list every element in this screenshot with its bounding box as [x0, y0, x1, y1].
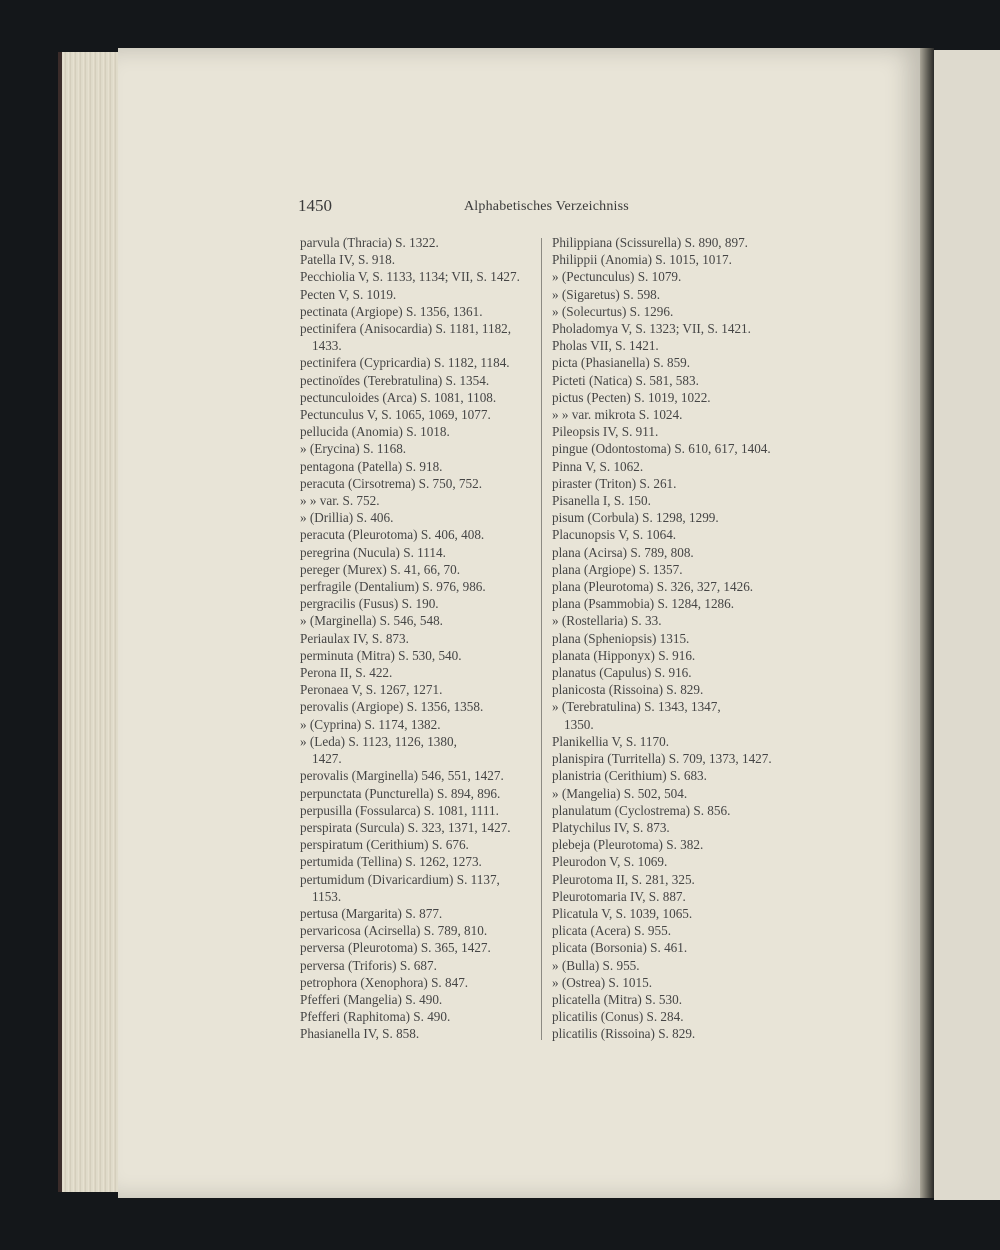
index-entry: parvula (Thracia) S. 1322.: [300, 235, 439, 250]
index-entry: » (Marginella) S. 546, 548.: [300, 613, 443, 629]
index-entry: plicatella (Mitra) S. 530.: [552, 991, 683, 1007]
index-entry: » (Cyprina) S. 1174, 1382.: [300, 716, 441, 732]
index-entry: perpunctata (Puncturella) S. 894, 896.: [300, 785, 501, 801]
index-entry: Picteti (Natica) S. 581, 583.: [552, 372, 699, 388]
index-entry: perfragile (Dentalium) S. 976, 986.: [300, 579, 486, 595]
index-entry: planicosta (Rissoina) S. 829.: [552, 682, 704, 698]
index-entry: peracuta (Cirsotrema) S. 750, 752.: [300, 475, 483, 491]
index-entry: Philippii (Anomia) S. 1015, 1017.: [552, 252, 732, 268]
index-entry: peregrina (Nucula) S. 1114.: [300, 544, 446, 560]
index-entry: pingue (Odontostoma) S. 610, 617, 1404.: [552, 441, 771, 457]
index-entry: pereger (Murex) S. 41, 66, 70.: [300, 561, 461, 577]
index-entry: petrophora (Xenophora) S. 847.: [300, 974, 469, 990]
index-entry: planistria (Cerithium) S. 683.: [552, 768, 707, 784]
index-entry: pectinifera (Anisocardia) S. 1181, 1182,: [300, 321, 512, 337]
index-entry: perspirata (Surcula) S. 323, 1371, 1427.: [300, 819, 511, 835]
index-entry: perovalis (Argiope) S. 1356, 1358.: [300, 699, 484, 715]
index-entry: 1350.: [564, 716, 594, 732]
index-entry: » (Pectunculus) S. 1079.: [552, 269, 682, 285]
index-entry: Planikellia V, S. 1170.: [552, 733, 669, 749]
index-entry: plana (Spheniopsis) 1315.: [552, 630, 690, 646]
index-entry: pectinata (Argiope) S. 1356, 1361.: [300, 303, 483, 319]
index-entry: perversa (Pleurotoma) S. 365, 1427.: [300, 940, 491, 956]
index-entry: Pleurotoma II, S. 281, 325.: [552, 871, 695, 887]
index-entry: pectinifera (Cypricardia) S. 1182, 1184.: [300, 355, 510, 371]
index-entry: » » var. S. 752.: [300, 493, 380, 509]
index-entry: plana (Psammobia) S. 1284, 1286.: [552, 596, 735, 612]
index-entry: 1427.: [312, 751, 342, 767]
index-entry: » (Terebratulina) S. 1343, 1347,: [552, 699, 721, 715]
index-entry: pellucida (Anomia) S. 1018.: [300, 424, 450, 440]
index-entry: plicatilis (Conus) S. 284.: [552, 1009, 684, 1025]
index-entry: » (Bulla) S. 955.: [552, 957, 640, 973]
column-divider: [541, 238, 542, 1040]
index-entry: piraster (Triton) S. 261.: [552, 475, 677, 491]
index-entry: planatus (Capulus) S. 916.: [552, 665, 692, 681]
book-gutter: [920, 48, 934, 1198]
index-column-right: [552, 234, 802, 1043]
index-entry: » » var. mikrota S. 1024.: [552, 407, 683, 423]
index-entry: Patella IV, S. 918.: [300, 252, 395, 268]
facing-page-edge: [934, 50, 1000, 1200]
index-entry: Philippiana (Scissurella) S. 890, 897.: [552, 235, 748, 250]
index-entry: pertusa (Margarita) S. 877.: [300, 905, 443, 921]
index-entry: Perona II, S. 422.: [300, 665, 393, 681]
index-entry: plicata (Borsonia) S. 461.: [552, 940, 688, 956]
index-entry: » (Sigaretus) S. 598.: [552, 286, 661, 302]
index-entry: » (Ostrea) S. 1015.: [552, 974, 652, 990]
index-entry: Pholadomya V, S. 1323; VII, S. 1421.: [552, 321, 751, 337]
index-entry: » (Rostellaria) S. 33.: [552, 613, 662, 629]
index-entry: Pinna V, S. 1062.: [552, 458, 644, 474]
index-entry: plicatilis (Rissoina) S. 829.: [552, 1026, 696, 1042]
index-entry: » (Drillia) S. 406.: [300, 510, 394, 526]
index-entry: planulatum (Cyclostrema) S. 856.: [552, 802, 731, 818]
index-entry: pertumidum (Divaricardium) S. 1137,: [300, 871, 500, 887]
index-entry: Pectunculus V, S. 1065, 1069, 1077.: [300, 407, 491, 423]
index-entry: Periaulax IV, S. 873.: [300, 630, 409, 646]
index-entry: Pholas VII, S. 1421.: [552, 338, 659, 354]
index-entry: plebeja (Pleurotoma) S. 382.: [552, 837, 704, 853]
index-entry: planispira (Turritella) S. 709, 1373, 1427.: [552, 751, 772, 767]
index-entry: pervaricosa (Acirsella) S. 789, 810.: [300, 923, 488, 939]
index-entry: Platychilus IV, S. 873.: [552, 819, 670, 835]
index-entry: perversa (Triforis) S. 687.: [300, 957, 437, 973]
index-entry: plana (Acirsa) S. 789, 808.: [552, 544, 694, 560]
index-entry: picta (Phasianella) S. 859.: [552, 355, 691, 371]
index-entry: » (Erycina) S. 1168.: [300, 441, 407, 457]
index-entry: pentagona (Patella) S. 918.: [300, 458, 443, 474]
index-entry: perovalis (Marginella) 546, 551, 1427.: [300, 768, 504, 784]
index-entry: Pecten V, S. 1019.: [300, 286, 397, 302]
index-entry: Pleurotomaria IV, S. 887.: [552, 888, 686, 904]
running-title: Alphabetisches Verzeichniss: [464, 199, 629, 214]
index-entry: Pleurodon V, S. 1069.: [552, 854, 668, 870]
index-entry: planata (Hipponyx) S. 916.: [552, 647, 696, 663]
index-entry: » (Solecurtus) S. 1296.: [552, 303, 674, 319]
index-entry: Peronaea V, S. 1267, 1271.: [300, 682, 443, 698]
index-entry: Plicatula V, S. 1039, 1065.: [552, 905, 693, 921]
index-entry: Placunopsis V, S. 1064.: [552, 527, 677, 543]
index-entry: pectunculoides (Arca) S. 1081, 1108.: [300, 389, 497, 405]
index-entry: 1153.: [312, 888, 342, 904]
index-entry: » (Mangelia) S. 502, 504.: [552, 785, 688, 801]
index-entry: peracuta (Pleurotoma) S. 406, 408.: [300, 527, 485, 543]
index-entry: perpusilla (Fossularca) S. 1081, 1111.: [300, 802, 499, 818]
index-entry: 1433.: [312, 338, 342, 354]
index-entry: Pfefferi (Mangelia) S. 490.: [300, 991, 443, 1007]
index-entry: plana (Pleurotoma) S. 326, 327, 1426.: [552, 579, 754, 595]
index-column-left: [300, 234, 550, 1043]
index-entry: pictus (Pecten) S. 1019, 1022.: [552, 389, 711, 405]
index-entry: Pfefferi (Raphitoma) S. 490.: [300, 1009, 451, 1025]
index-entry: plana (Argiope) S. 1357.: [552, 561, 683, 577]
page-number: 1450: [298, 196, 332, 215]
index-entry: pectinoïdes (Terebratulina) S. 1354.: [300, 372, 490, 388]
index-entry: Phasianella IV, S. 858.: [300, 1026, 420, 1042]
index-entry: Pileopsis IV, S. 911.: [552, 424, 659, 440]
index-entry: perspiratum (Cerithium) S. 676.: [300, 837, 469, 853]
index-entry: pergracilis (Fusus) S. 190.: [300, 596, 439, 612]
index-entry: Pisanella I, S. 150.: [552, 493, 651, 509]
index-entry: pertumida (Tellina) S. 1262, 1273.: [300, 854, 482, 870]
index-entry: Pecchiolia V, S. 1133, 1134; VII, S. 1427.: [300, 269, 520, 285]
index-entry: plicata (Acera) S. 955.: [552, 923, 672, 939]
index-entry: perminuta (Mitra) S. 530, 540.: [300, 647, 462, 663]
index-entry: pisum (Corbula) S. 1298, 1299.: [552, 510, 719, 526]
index-entry: » (Leda) S. 1123, 1126, 1380,: [300, 733, 457, 749]
